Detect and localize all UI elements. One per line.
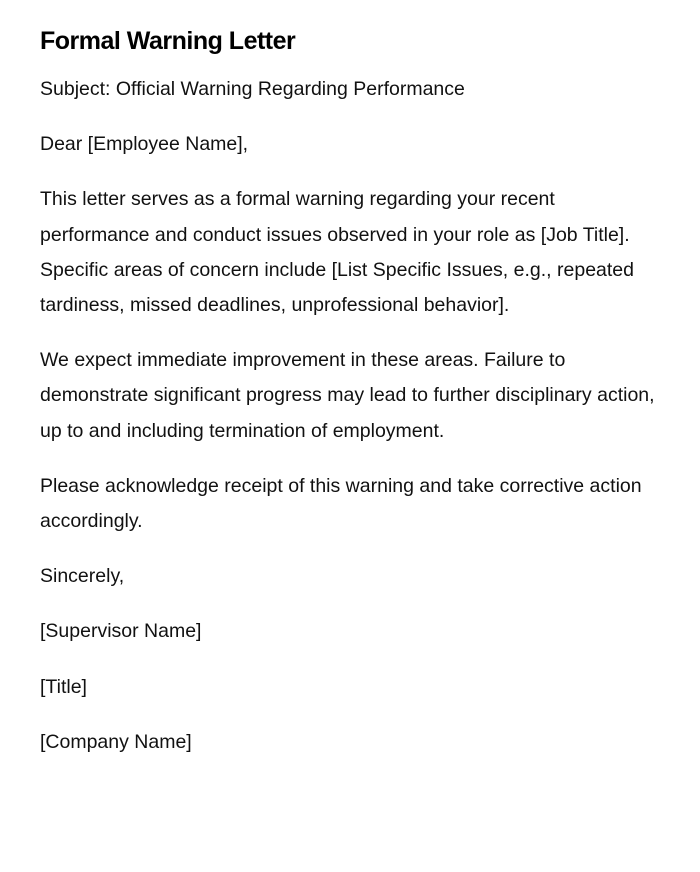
signature-company: [Company Name] <box>40 730 192 753</box>
signature-title: [Title] <box>40 675 87 698</box>
letter-paragraph-expectation: We expect immediate improvement in these areas. Failure to demonstrate significant progress may lead to further disciplinary action, up to and including termination of employment. <box>40 349 655 442</box>
letter-paragraph-acknowledge: Please acknowledge receipt of this warning and take corrective action accordingly. <box>40 474 642 533</box>
letter-closing: Sincerely, <box>40 565 125 588</box>
letter-subject: Subject: Official Warning Regarding Performance <box>40 78 465 100</box>
signature-name: [Supervisor Name] <box>40 620 202 643</box>
letter-salutation: Dear [Employee Name], <box>40 133 249 156</box>
letter-paragraph-warning: This letter serves as a formal warning regarding your recent performance and conduct issues observed in your role as [Job Title]. Specific areas of concern include [List Specific Issues, e.g., repeated tardiness, missed deadlines, unprofessional behavior]. <box>40 188 634 317</box>
letter-title: Formal Warning Letter <box>40 27 296 55</box>
